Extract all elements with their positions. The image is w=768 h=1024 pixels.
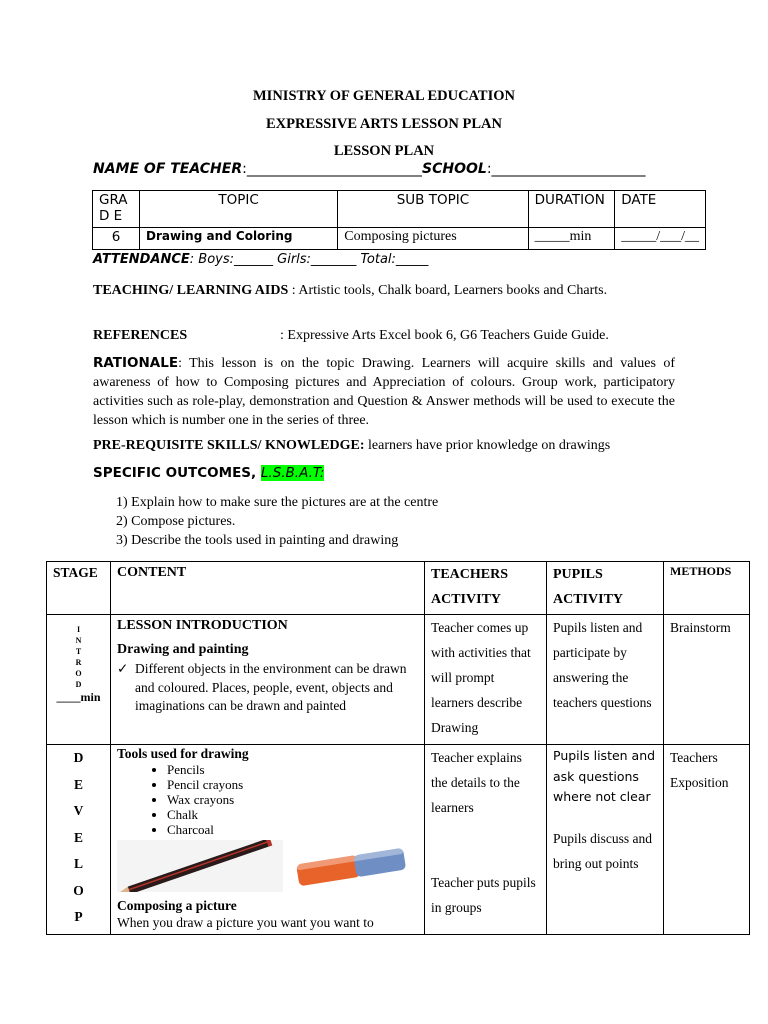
lesson-plan-title: LESSON PLAN (333, 143, 435, 159)
eraser-image (287, 842, 415, 890)
develop-pupils-text-2: Pupils discuss and bring out points (553, 830, 653, 871)
date-header: DATE (615, 191, 706, 228)
topic-value: Drawing and Coloring (140, 228, 338, 250)
teachers-activity-header: TEACHERS ACTIVITY (425, 562, 547, 615)
tools-list (117, 762, 418, 837)
methods-header: METHODS (664, 562, 750, 615)
outcome-item: 3) Describe the tools used in painting and drawing (116, 533, 399, 548)
tool-item: • Wax crayons (167, 792, 418, 807)
plan-title: EXPRESSIVE ARTS LESSON PLAN (266, 116, 502, 132)
outcome-item: 1) Explain how to make sure the pictures are at the centre (116, 495, 439, 510)
intro-stage-letter: N (75, 636, 82, 645)
intro-bullet (117, 660, 418, 716)
lesson-info-table (92, 190, 706, 250)
attendance-label: ATTENDANCE (93, 252, 190, 267)
subtopic-header: SUB TOPIC (338, 191, 528, 228)
intro-row (47, 615, 750, 745)
prerequisite-label: PRE-REQUISITE SKILLS/ KNOWLEDGE: (93, 438, 365, 453)
pencil-image (117, 840, 283, 892)
prerequisite (93, 438, 610, 454)
teacher-name-blank: :_________________________ (242, 161, 422, 177)
intro-stage-letter: D (75, 680, 82, 689)
develop-stage-letter: D (73, 750, 84, 765)
develop-stage-letter: P (74, 909, 83, 924)
intro-stage-letter: R (75, 658, 82, 667)
develop-pupils-cell (547, 745, 664, 935)
intro-stage-letter: O (75, 669, 82, 678)
subtopic-value: Composing pictures (338, 228, 528, 250)
composing-text: When you draw a picture you want you want to (117, 915, 374, 930)
grade-header: GRAD E (93, 191, 140, 228)
teaching-aids-text: : Artistic tools, Chalk board, Learners books and Charts. (288, 283, 608, 298)
outcome-item: 2) Compose pictures. (116, 514, 236, 529)
composing-title: Composing a picture (117, 898, 237, 913)
tool-item: • Pencils (167, 762, 418, 777)
outcomes-highlight: L.S.B.A.T: (260, 465, 325, 481)
intro-methods-cell: Brainstorm (664, 615, 750, 745)
rationale-text: : This lesson is on the topic Drawing. Learners will acquire skills and values of awareness of how to Composing pictures and Appreciation of colours. Group work, participatory activities such as role-play, demonstration and Question & Answer methods will be used to execute the lesson which is number one in the series of three. (93, 356, 675, 428)
tool-item: • Charcoal (167, 822, 418, 837)
check-icon: ✓ (117, 661, 129, 677)
attendance-line (93, 252, 428, 267)
school-blank: :______________________ (486, 161, 646, 177)
school-line (422, 161, 646, 177)
develop-content-cell (111, 745, 425, 935)
content-header: CONTENT (111, 562, 425, 615)
duration-header: DURATION (528, 191, 615, 228)
intro-stage-min: ____min (56, 690, 101, 704)
intro-pupils-cell: Pupils listen and participate by answering the teachers questions (547, 615, 664, 745)
lesson-stages-table (46, 561, 750, 935)
intro-stage-letter: I (76, 625, 81, 634)
attendance-text: : Boys:______ Girls:_______ Total:_____ (189, 252, 429, 267)
stage-header: STAGE (47, 562, 111, 615)
develop-teachers-cell (425, 745, 547, 935)
rationale-label: RATIONALE (93, 355, 179, 371)
references-text: : Expressive Arts Excel book 6, G6 Teachers Guide Guide. (280, 328, 609, 343)
teacher-name-label: NAME OF TEACHER (93, 161, 243, 177)
develop-stage-letter: V (73, 803, 84, 818)
develop-methods-cell: Teachers Exposition (664, 745, 750, 935)
pupils-activity-header: PUPILS ACTIVITY (547, 562, 664, 615)
intro-title: LESSON INTRODUCTION (117, 618, 288, 633)
lesson-info-header-row (93, 191, 706, 228)
develop-stage-letter: O (73, 882, 84, 898)
outcomes-heading (93, 465, 324, 481)
intro-content-cell (111, 615, 425, 745)
outcomes-list (116, 493, 438, 550)
rationale (93, 354, 675, 430)
references-label: REFERENCES (93, 328, 188, 343)
tool-item: • Pencil crayons (167, 777, 418, 792)
topic-header: TOPIC (140, 191, 338, 228)
develop-stage-letter: E (73, 776, 83, 792)
develop-stage-letter: E (73, 829, 83, 845)
intro-stage-cell (47, 615, 111, 745)
prerequisite-text: learners have prior knowledge on drawings (364, 438, 611, 453)
intro-bullet-text: Different objects in the environment can be drawn and coloured. Places, people, event, objects and imaginations can be drawn and painted (135, 661, 407, 713)
tools-images (117, 840, 418, 896)
outcomes-label: SPECIFIC OUTCOMES, (93, 465, 261, 481)
intro-subtitle: Drawing and painting (117, 642, 249, 657)
teaching-aids-label: TEACHING/ LEARNING AIDS (93, 283, 289, 298)
teaching-aids (93, 281, 675, 300)
develop-teachers-text-2: Teacher puts pupils in groups (431, 875, 536, 915)
tools-title: Tools used for drawing (117, 746, 249, 761)
intro-teachers-cell: Teacher comes up with activities that will prompt learners describe Drawing (425, 615, 547, 745)
intro-stage-letter: T (75, 647, 82, 656)
stages-header-row (47, 562, 750, 615)
duration-value: _____min (528, 228, 615, 250)
tool-item: • Chalk (167, 807, 418, 822)
lesson-info-row (93, 228, 706, 250)
develop-stage-cell (47, 745, 111, 935)
develop-pupils-text-1: Pupils listen and ask questions where not clear (553, 748, 656, 804)
teacher-line (93, 161, 422, 177)
develop-teachers-text-1: Teacher explains the details to the learners (431, 750, 522, 815)
grade-value: 6 (93, 228, 140, 250)
develop-stage-letter: L (73, 856, 83, 871)
develop-row (47, 745, 750, 935)
school-label: SCHOOL (422, 161, 487, 177)
ministry-title: MINISTRY OF GENERAL EDUCATION (253, 88, 515, 104)
date-value: _____/___/__ (615, 228, 706, 250)
